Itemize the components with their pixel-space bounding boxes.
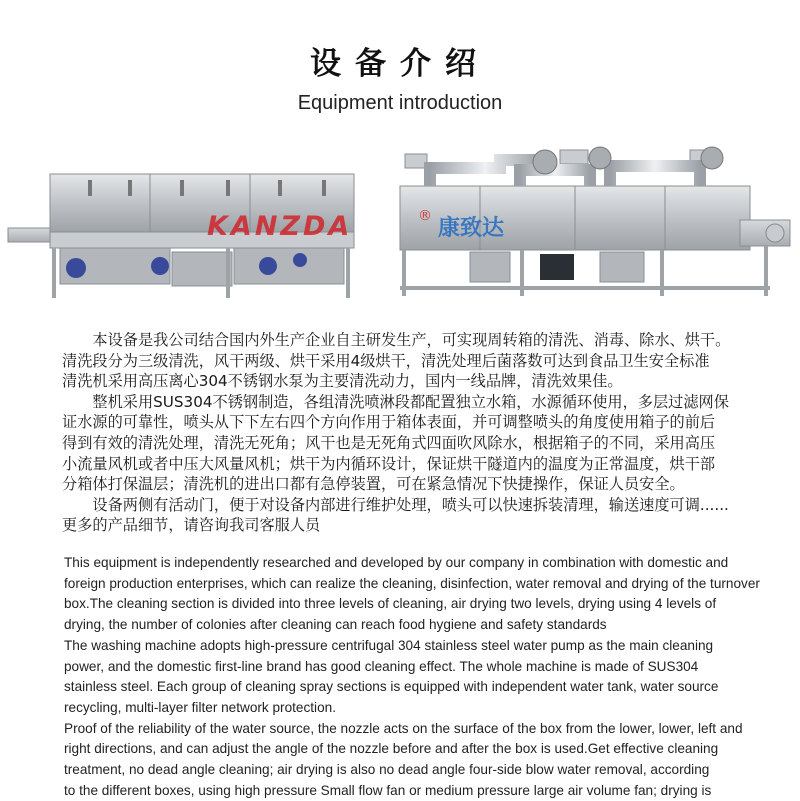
page-title-en: Equipment introduction — [297, 92, 503, 114]
cn-line: 小流量风机或者中压大风量风机；烘干为内循环设计，保证烘干隧道内的温度为正常温度，烘干部 — [62, 454, 716, 473]
cn-line: 更多的产品细节，请咨询我司客服人员 — [62, 516, 321, 535]
en-line: to the different boxes, using high pressure Small flow fan or medium pressure large air volume fan; drying is — [64, 782, 712, 798]
cn-line: 证水源的可靠性，喷头从下下左右四个方向作用于箱体表面，并可调整喷头的角度使用箱子的前后 — [62, 413, 716, 432]
cn-line: 设备两侧有活动门，便于对设备内部进行维护处理，喷头可以快速拆装清理，输送速度可调...... — [92, 495, 729, 514]
description-en — [64, 553, 776, 801]
brand-name: KANZDA — [207, 211, 353, 242]
en-line: power, and the domestic first-line brand has good cleaning effect. The whole machine is made of SUS304 — [64, 658, 699, 674]
en-line: This equipment is independently researched and developed by our company in combination with domestic and — [64, 555, 729, 570]
en-line: right directions, and can adjust the angle of the nozzle before and after the box is used.Get effective cleaning — [64, 741, 719, 757]
cn-line: 清洗段分为三级清洗，风干两级、烘干采用4级烘干，清洗处理后菌落数可达到食品卫生安全标准 — [62, 351, 710, 370]
en-line: foreign production enterprises, which can realize the cleaning, disinfection, water removal and drying of the turnover — [64, 575, 760, 591]
cn-line: 分箱体打保温层；清洗机的进出口都有急停装置，可在紧急情况下快捷操作，保证人员安全。 — [62, 475, 685, 494]
brand-cn: 康致达 — [438, 216, 505, 241]
cn-line: 清洗机采用高压离心304不锈钢水泵为主要清洗动力，国内一线品牌，清洗效果佳。 — [62, 372, 623, 391]
en-line: stainless steel. Each group of cleaning spray sections is equipped with independent water tank, water source — [64, 679, 719, 695]
machine-image — [0, 140, 800, 320]
en-line: The washing machine adopts high-pressure centrifugal 304 stainless steel water pump as the main cleaning — [64, 637, 714, 653]
en-line: drying, the number of colonies after cleaning can reach food hygiene and safety standards — [64, 617, 607, 633]
cn-line: 得到有效的清洗处理，清洗无死角；风干也是无死角式四面吹风除水，根据箱子的不同，采用高压 — [62, 433, 716, 452]
brand-mark: ® — [418, 208, 432, 224]
en-line: recycling, multi-layer filter network protection. — [64, 699, 336, 715]
en-line: Proof of the reliability of the water source, the nozzle acts on the surface of the box from the lower, lower, left and — [64, 720, 743, 736]
cn-line: 本设备是我公司结合国内外生产企业自主研发生产，可实现周转箱的清洗、消毒、除水、烘干。 — [92, 331, 731, 349]
en-line: box.The cleaning section is divided into three levels of cleaning, air drying two levels, drying using 4 levels of — [64, 596, 717, 612]
description-cn — [62, 330, 752, 536]
en-line: treatment, no dead angle cleaning; air drying is also no dead angle four-side blow water removal, according — [64, 762, 710, 778]
cn-line: 整机采用SUS304不锈钢制造，各组清洗喷淋段都配置独立水箱，水源循环使用，多层过滤网保 — [92, 392, 729, 411]
page-title-cn: 设备介绍 — [310, 46, 490, 82]
